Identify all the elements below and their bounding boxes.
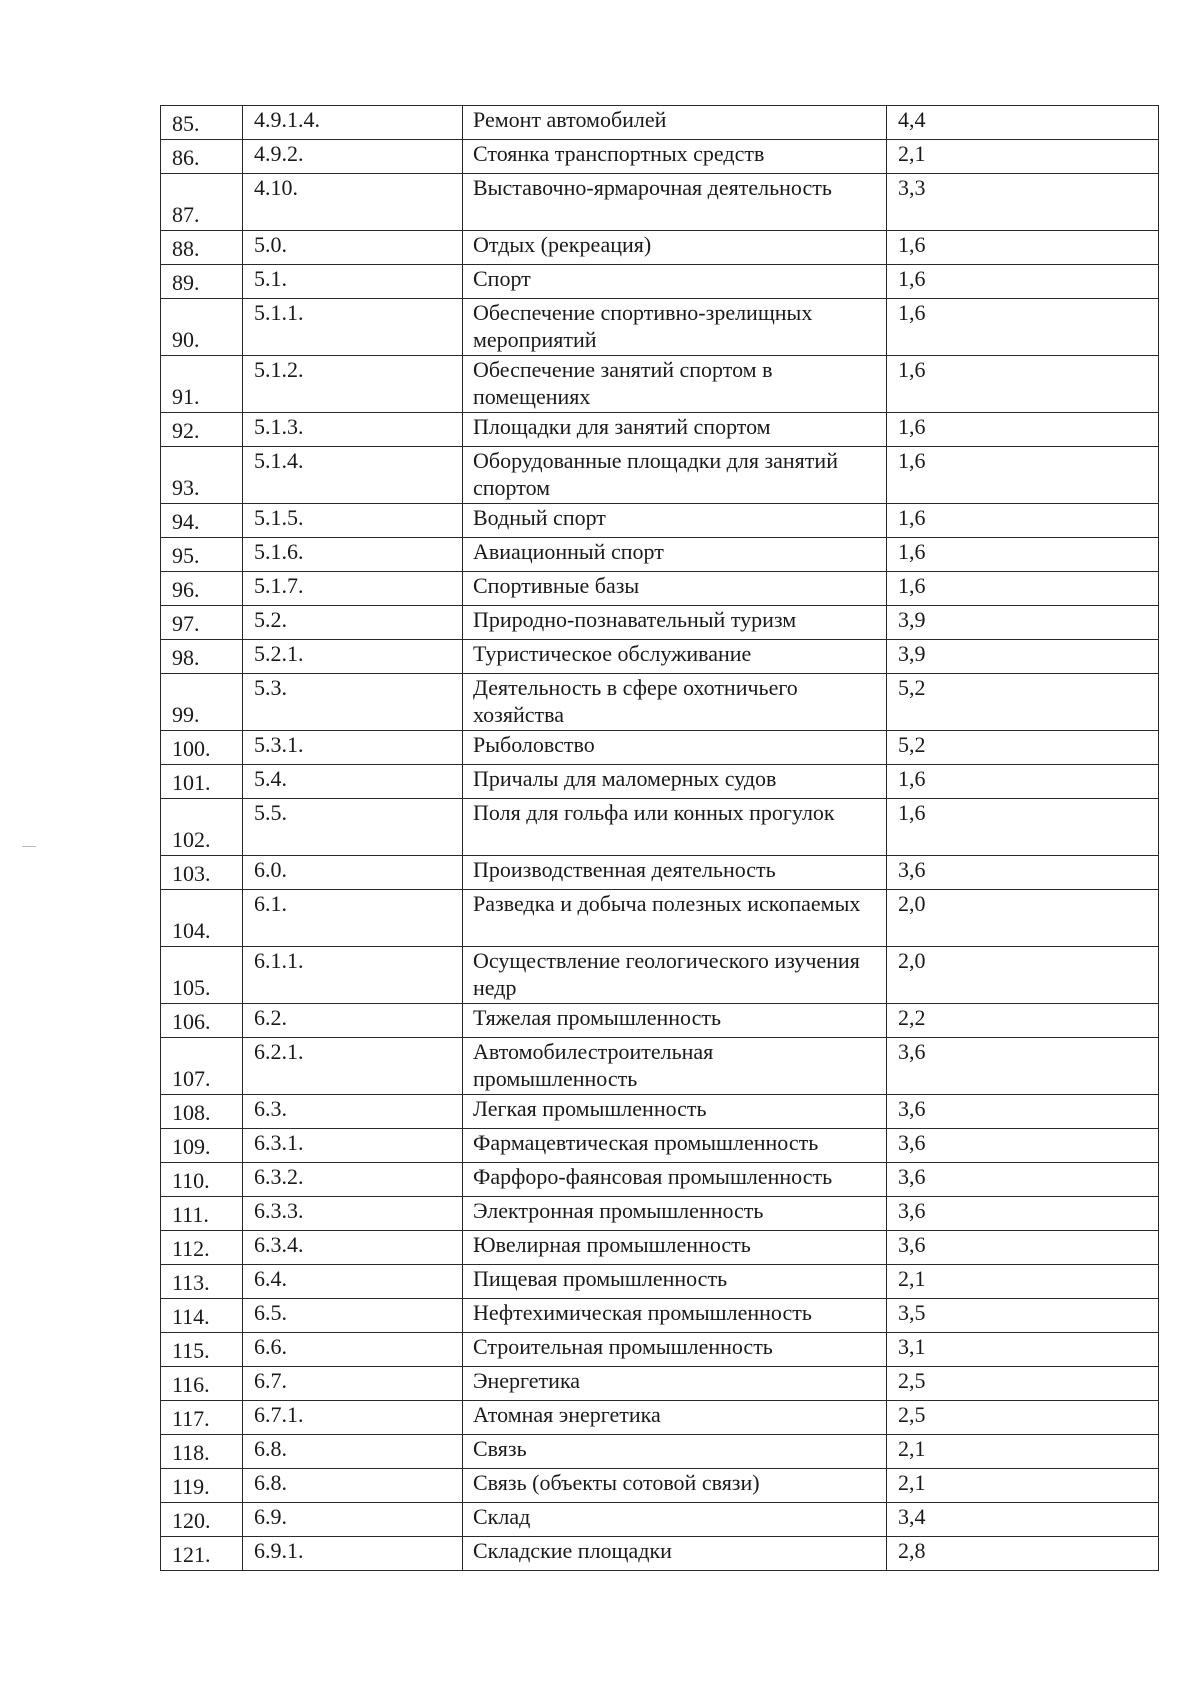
name-cell: Рыболовство	[463, 731, 887, 765]
table-row	[161, 1004, 1159, 1038]
table-row	[161, 947, 1159, 1004]
name-cell: Легкая промышленность	[463, 1095, 887, 1129]
code-cell: 6.4.	[243, 1265, 463, 1299]
code-cell: 6.8.	[243, 1469, 463, 1503]
code-cell: 4.9.2.	[243, 140, 463, 174]
value-cell: 1,6	[887, 231, 1159, 265]
value-cell: 3,6	[887, 1163, 1159, 1197]
row-number-cell: 115.	[161, 1333, 243, 1367]
table-row	[161, 1095, 1159, 1129]
code-cell: 5.3.1.	[243, 731, 463, 765]
row-number-cell: 85.	[161, 106, 243, 140]
name-cell: Площадки для занятий спортом	[463, 413, 887, 447]
table-body	[161, 106, 1159, 1571]
value-cell: 2,1	[887, 1435, 1159, 1469]
name-cell: Строительная промышленность	[463, 1333, 887, 1367]
value-cell: 2,0	[887, 947, 1159, 1004]
value-cell: 3,6	[887, 1231, 1159, 1265]
table-row	[161, 572, 1159, 606]
row-number-cell: 103.	[161, 856, 243, 890]
table-row	[161, 1265, 1159, 1299]
value-cell: 1,6	[887, 765, 1159, 799]
value-cell: 1,6	[887, 356, 1159, 413]
row-number-cell: 99.	[161, 674, 243, 731]
name-cell: Водный спорт	[463, 504, 887, 538]
code-cell: 6.9.	[243, 1503, 463, 1537]
value-cell: 1,6	[887, 504, 1159, 538]
name-cell: Туристическое обслуживание	[463, 640, 887, 674]
value-cell: 2,2	[887, 1004, 1159, 1038]
row-number-cell: 96.	[161, 572, 243, 606]
code-cell: 5.1.5.	[243, 504, 463, 538]
code-cell: 6.6.	[243, 1333, 463, 1367]
table-row	[161, 538, 1159, 572]
table-row	[161, 1163, 1159, 1197]
row-number-cell: 94.	[161, 504, 243, 538]
table-row	[161, 1231, 1159, 1265]
name-cell: Деятельность в сфере охотничьего хозяйства	[463, 674, 887, 731]
table-row	[161, 231, 1159, 265]
row-number-cell: 88.	[161, 231, 243, 265]
code-cell: 6.5.	[243, 1299, 463, 1333]
coefficients-table	[160, 105, 1159, 1571]
code-cell: 6.3.4.	[243, 1231, 463, 1265]
name-cell: Тяжелая промышленность	[463, 1004, 887, 1038]
name-cell: Энергетика	[463, 1367, 887, 1401]
table-row	[161, 1401, 1159, 1435]
table-row	[161, 299, 1159, 356]
code-cell: 5.2.	[243, 606, 463, 640]
table-row	[161, 413, 1159, 447]
name-cell: Электронная промышленность	[463, 1197, 887, 1231]
table-row	[161, 1367, 1159, 1401]
row-number-cell: 118.	[161, 1435, 243, 1469]
code-cell: 5.5.	[243, 799, 463, 856]
value-cell: 3,3	[887, 174, 1159, 231]
row-number-cell: 91.	[161, 356, 243, 413]
table-row	[161, 356, 1159, 413]
value-cell: 3,4	[887, 1503, 1159, 1537]
table-row	[161, 731, 1159, 765]
value-cell: 5,2	[887, 674, 1159, 731]
code-cell: 5.1.1.	[243, 299, 463, 356]
name-cell: Осуществление геологического изучения недр	[463, 947, 887, 1004]
row-number-cell: 89.	[161, 265, 243, 299]
row-number-cell: 95.	[161, 538, 243, 572]
name-cell: Пищевая промышленность	[463, 1265, 887, 1299]
table-row	[161, 265, 1159, 299]
name-cell: Оборудованные площадки для занятий спортом	[463, 447, 887, 504]
name-cell: Обеспечение занятий спортом в помещениях	[463, 356, 887, 413]
value-cell: 3,9	[887, 606, 1159, 640]
row-number-cell: 98.	[161, 640, 243, 674]
value-cell: 1,6	[887, 572, 1159, 606]
name-cell: Фармацевтическая промышленность	[463, 1129, 887, 1163]
code-cell: 6.3.2.	[243, 1163, 463, 1197]
code-cell: 5.3.	[243, 674, 463, 731]
row-number-cell: 86.	[161, 140, 243, 174]
name-cell: Природно-познавательный туризм	[463, 606, 887, 640]
name-cell: Обеспечение спортивно-зрелищных мероприятий	[463, 299, 887, 356]
name-cell: Ремонт автомобилей	[463, 106, 887, 140]
row-number-cell: 93.	[161, 447, 243, 504]
name-cell: Производственная деятельность	[463, 856, 887, 890]
value-cell: 3,6	[887, 1038, 1159, 1095]
name-cell: Отдых (рекреация)	[463, 231, 887, 265]
row-number-cell: 108.	[161, 1095, 243, 1129]
table-row	[161, 799, 1159, 856]
table-row	[161, 765, 1159, 799]
table-row	[161, 174, 1159, 231]
value-cell: 3,6	[887, 856, 1159, 890]
table-row	[161, 1537, 1159, 1571]
name-cell: Выставочно-ярмарочная деятельность	[463, 174, 887, 231]
table-row	[161, 1435, 1159, 1469]
code-cell: 6.8.	[243, 1435, 463, 1469]
code-cell: 5.1.6.	[243, 538, 463, 572]
table-row	[161, 1299, 1159, 1333]
value-cell: 1,6	[887, 799, 1159, 856]
name-cell: Авиационный спорт	[463, 538, 887, 572]
value-cell: 3,6	[887, 1095, 1159, 1129]
code-cell: 5.1.4.	[243, 447, 463, 504]
row-number-cell: 102.	[161, 799, 243, 856]
value-cell: 1,6	[887, 413, 1159, 447]
row-number-cell: 114.	[161, 1299, 243, 1333]
row-number-cell: 116.	[161, 1367, 243, 1401]
name-cell: Ювелирная промышленность	[463, 1231, 887, 1265]
table-row	[161, 1197, 1159, 1231]
value-cell: 1,6	[887, 265, 1159, 299]
value-cell: 1,6	[887, 538, 1159, 572]
table-row	[161, 606, 1159, 640]
name-cell: Причалы для маломерных судов	[463, 765, 887, 799]
row-number-cell: 87.	[161, 174, 243, 231]
code-cell: 5.2.1.	[243, 640, 463, 674]
table-row	[161, 640, 1159, 674]
name-cell: Атомная энергетика	[463, 1401, 887, 1435]
value-cell: 2,5	[887, 1367, 1159, 1401]
name-cell: Спорт	[463, 265, 887, 299]
value-cell: 2,1	[887, 1265, 1159, 1299]
name-cell: Спортивные базы	[463, 572, 887, 606]
row-number-cell: 105.	[161, 947, 243, 1004]
table-row	[161, 504, 1159, 538]
code-cell: 6.1.1.	[243, 947, 463, 1004]
name-cell: Склад	[463, 1503, 887, 1537]
table-row	[161, 140, 1159, 174]
value-cell: 3,9	[887, 640, 1159, 674]
table-row	[161, 447, 1159, 504]
value-cell: 2,0	[887, 890, 1159, 947]
table-row	[161, 1503, 1159, 1537]
name-cell: Связь (объекты сотовой связи)	[463, 1469, 887, 1503]
table-row	[161, 856, 1159, 890]
row-number-cell: 101.	[161, 765, 243, 799]
code-cell: 5.1.7.	[243, 572, 463, 606]
row-number-cell: 100.	[161, 731, 243, 765]
name-cell: Автомобилестроительная промышленность	[463, 1038, 887, 1095]
code-cell: 5.1.2.	[243, 356, 463, 413]
row-number-cell: 121.	[161, 1537, 243, 1571]
row-number-cell: 113.	[161, 1265, 243, 1299]
row-number-cell: 107.	[161, 1038, 243, 1095]
row-number-cell: 106.	[161, 1004, 243, 1038]
code-cell: 6.3.3.	[243, 1197, 463, 1231]
code-cell: 5.1.3.	[243, 413, 463, 447]
code-cell: 5.4.	[243, 765, 463, 799]
value-cell: 3,5	[887, 1299, 1159, 1333]
name-cell: Фарфоро-фаянсовая промышленность	[463, 1163, 887, 1197]
code-cell: 6.3.	[243, 1095, 463, 1129]
row-number-cell: 97.	[161, 606, 243, 640]
code-cell: 6.1.	[243, 890, 463, 947]
name-cell: Поля для гольфа или конных прогулок	[463, 799, 887, 856]
row-number-cell: 109.	[161, 1129, 243, 1163]
code-cell: 4.9.1.4.	[243, 106, 463, 140]
value-cell: 2,1	[887, 1469, 1159, 1503]
row-number-cell: 110.	[161, 1163, 243, 1197]
row-number-cell: 119.	[161, 1469, 243, 1503]
name-cell: Связь	[463, 1435, 887, 1469]
code-cell: 5.1.	[243, 265, 463, 299]
name-cell: Разведка и добыча полезных ископаемых	[463, 890, 887, 947]
value-cell: 3,1	[887, 1333, 1159, 1367]
code-cell: 6.7.1.	[243, 1401, 463, 1435]
table-row	[161, 106, 1159, 140]
row-number-cell: 90.	[161, 299, 243, 356]
code-cell: 4.10.	[243, 174, 463, 231]
value-cell: 5,2	[887, 731, 1159, 765]
name-cell: Нефтехимическая промышленность	[463, 1299, 887, 1333]
margin-mark	[22, 846, 36, 847]
row-number-cell: 104.	[161, 890, 243, 947]
value-cell: 2,5	[887, 1401, 1159, 1435]
row-number-cell: 92.	[161, 413, 243, 447]
row-number-cell: 111.	[161, 1197, 243, 1231]
row-number-cell: 117.	[161, 1401, 243, 1435]
code-cell: 6.9.1.	[243, 1537, 463, 1571]
table-row	[161, 1333, 1159, 1367]
code-cell: 5.0.	[243, 231, 463, 265]
name-cell: Стоянка транспортных средств	[463, 140, 887, 174]
table-row	[161, 1038, 1159, 1095]
code-cell: 6.2.1.	[243, 1038, 463, 1095]
value-cell: 3,6	[887, 1197, 1159, 1231]
value-cell: 1,6	[887, 299, 1159, 356]
code-cell: 6.0.	[243, 856, 463, 890]
value-cell: 3,6	[887, 1129, 1159, 1163]
value-cell: 2,8	[887, 1537, 1159, 1571]
value-cell: 1,6	[887, 447, 1159, 504]
table-row	[161, 890, 1159, 947]
code-cell: 6.7.	[243, 1367, 463, 1401]
value-cell: 2,1	[887, 140, 1159, 174]
row-number-cell: 120.	[161, 1503, 243, 1537]
code-cell: 6.2.	[243, 1004, 463, 1038]
table-row	[161, 674, 1159, 731]
value-cell: 4,4	[887, 106, 1159, 140]
name-cell: Складские площадки	[463, 1537, 887, 1571]
table-row	[161, 1129, 1159, 1163]
row-number-cell: 112.	[161, 1231, 243, 1265]
table-row	[161, 1469, 1159, 1503]
code-cell: 6.3.1.	[243, 1129, 463, 1163]
